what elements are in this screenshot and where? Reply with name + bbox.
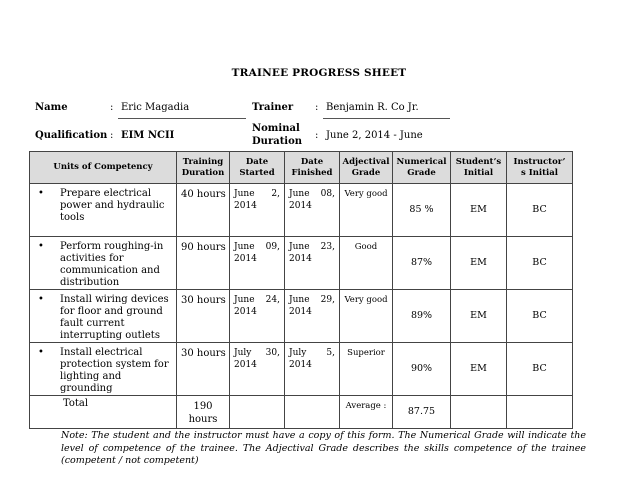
start-date-cell: June 2, 2014 <box>230 184 285 237</box>
bullet-icon: • <box>38 294 44 305</box>
table-row <box>30 290 573 343</box>
page-title: TRAINEE PROGRESS SHEET <box>231 67 407 79</box>
table-row <box>30 237 573 290</box>
numerical-cell: 85 % <box>393 184 451 237</box>
qualification-colon: : <box>110 130 114 141</box>
end-date-cell: June 08, 2014 <box>285 184 340 237</box>
student-initial-cell: EM <box>451 290 507 343</box>
nominal-label-line2: Duration <box>252 136 303 147</box>
total-label-cell: Total <box>30 396 177 429</box>
unit-cell <box>30 290 177 343</box>
nominal-label-line1: Nominal <box>252 123 300 134</box>
start-date-cell: June 24, 2014 <box>230 290 285 343</box>
end-date-cell: June 29, 2014 <box>285 290 340 343</box>
end-date-cell: June 23, 2014 <box>285 237 340 290</box>
adjectival-cell: Good <box>340 237 393 290</box>
table-row <box>30 343 573 396</box>
average-value-cell: 87.75 <box>393 396 451 429</box>
instructor-initial-cell: BC <box>507 343 573 396</box>
adjectival-cell: Superior <box>340 343 393 396</box>
name-value: Eric Magadia <box>121 102 190 113</box>
col-units-header: Units of Competency <box>30 152 177 184</box>
unit-cell <box>30 184 177 237</box>
name-colon: : <box>110 102 114 113</box>
col-training-header: Training Duration <box>177 152 230 184</box>
student-initial-cell: EM <box>451 343 507 396</box>
name-underline <box>118 118 246 119</box>
name-label: Name <box>35 102 68 113</box>
numerical-cell: 90% <box>393 343 451 396</box>
trainer-colon: : <box>315 102 319 113</box>
nominal-colon: : <box>315 130 319 141</box>
start-date-cell: July 30, 2014 <box>230 343 285 396</box>
duration-cell: 40 hours <box>177 184 230 237</box>
start-date-cell: June 09, 2014 <box>230 237 285 290</box>
instructor-initial-cell: BC <box>507 290 573 343</box>
bullet-icon: • <box>38 347 44 358</box>
unit-cell <box>30 237 177 290</box>
total-empty-cell <box>451 396 507 429</box>
table-header-row <box>30 152 573 184</box>
trainer-value: Benjamin R. Co Jr. <box>326 102 419 113</box>
col-student-header: Student’s Initial <box>451 152 507 184</box>
duration-cell: 30 hours <box>177 290 230 343</box>
adjectival-cell: Very good <box>340 290 393 343</box>
qualification-label: Qualification <box>35 130 108 141</box>
end-date-cell: July 5, 2014 <box>285 343 340 396</box>
bullet-icon: • <box>38 188 44 199</box>
col-finished-header: Date Finished <box>285 152 340 184</box>
total-row <box>30 396 573 429</box>
col-instructor-header: Instructor’ s Initial <box>507 152 573 184</box>
instructor-initial-cell: BC <box>507 237 573 290</box>
footer-note: Note: The student and the instructor must have a copy of this form. The Numerical Grade will indicate the level of competence of the trainee. The Adjectival Grade describes the skills competence of the trainee (competent / not competent) <box>61 430 586 466</box>
unit-text: Install electrical protection system for lighting and grounding <box>60 347 169 394</box>
nominal-value: June 2, 2014 - June <box>326 130 423 141</box>
bullet-icon: • <box>38 241 44 252</box>
total-empty-cell <box>285 396 340 429</box>
table-row <box>30 184 573 237</box>
unit-text: Install wiring devices for floor and ground fault current interrupting outlets <box>60 294 169 341</box>
adjectival-cell: Very good <box>340 184 393 237</box>
qualification-value: EIM NCII <box>121 130 175 141</box>
numerical-cell: 87% <box>393 237 451 290</box>
unit-text: Prepare electrical power and hydraulic tools <box>60 188 165 223</box>
unit-text: Perform roughing-in activities for communication and distribution <box>60 241 164 288</box>
instructor-initial-cell: BC <box>507 184 573 237</box>
progress-table <box>29 151 573 429</box>
total-duration-cell: 190 hours <box>177 396 230 429</box>
col-numerical-header: Numerical Grade <box>393 152 451 184</box>
col-started-header: Date Started <box>230 152 285 184</box>
unit-cell <box>30 343 177 396</box>
duration-cell: 90 hours <box>177 237 230 290</box>
total-empty-cell <box>507 396 573 429</box>
trainer-underline <box>323 118 450 119</box>
col-adjectival-header: Adjectival Grade <box>340 152 393 184</box>
student-initial-cell: EM <box>451 237 507 290</box>
student-initial-cell: EM <box>451 184 507 237</box>
duration-cell: 30 hours <box>177 343 230 396</box>
numerical-cell: 89% <box>393 290 451 343</box>
trainer-label: Trainer <box>252 102 294 113</box>
total-empty-cell <box>230 396 285 429</box>
average-label-cell: Average : <box>340 396 393 429</box>
